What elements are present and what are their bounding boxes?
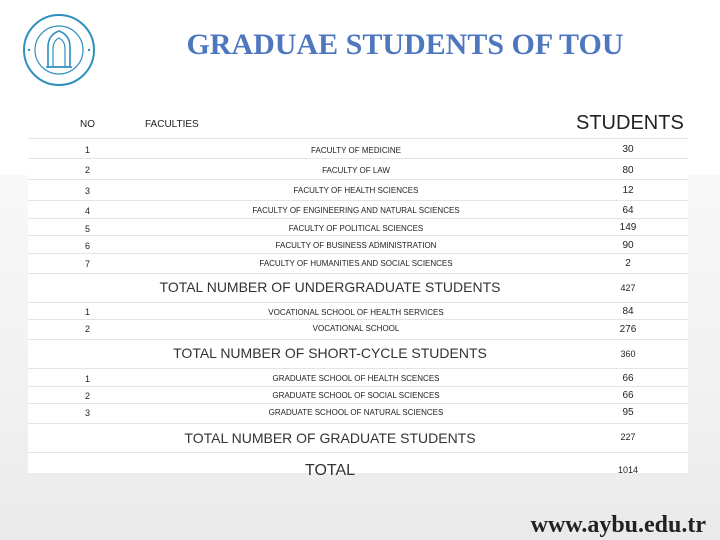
row-no: 5: [85, 224, 91, 234]
row-faculty-name: FACULTY OF ENGINEERING AND NATURAL SCIENCES: [252, 206, 460, 215]
row-no: 2: [85, 324, 91, 334]
row-no: 7: [85, 259, 91, 269]
row-students: 2: [625, 258, 631, 269]
row-faculty-name: FACULTY OF HEALTH SCIENCES: [293, 186, 419, 195]
row-no: 3: [85, 408, 91, 418]
row-students: 12: [622, 185, 634, 196]
row-faculty-name: FACULTY OF HUMANITIES AND SOCIAL SCIENCES: [259, 259, 453, 268]
graduate-total-value: 227: [620, 432, 636, 442]
undergraduate-total-label: TOTAL NUMBER OF UNDERGRADUATE STUDENTS: [159, 279, 501, 295]
row-no: 1: [85, 145, 91, 155]
row-students: 66: [622, 390, 634, 401]
row-students: 149: [619, 222, 637, 233]
row-school-name: VOCATIONAL SCHOOL OF HEALTH SERVICES: [268, 308, 444, 317]
row-no: 6: [85, 241, 91, 251]
row-no: 2: [85, 165, 91, 175]
row-students: 90: [622, 240, 634, 251]
row-no: 2: [85, 391, 91, 401]
short-cycle-total-label: TOTAL NUMBER OF SHORT-CYCLE STUDENTS: [173, 345, 487, 361]
grand-total-label: TOTAL: [304, 462, 356, 479]
header-no: NO: [80, 119, 95, 130]
undergraduate-total-value: 427: [620, 283, 636, 293]
row-faculty-name: FACULTY OF LAW: [322, 166, 390, 175]
row-students: 95: [622, 407, 634, 418]
graduate-total-label: TOTAL NUMBER OF GRADUATE STUDENTS: [184, 430, 476, 446]
row-school-name: GRADUATE SCHOOL OF HEALTH SCENCES: [272, 374, 440, 383]
row-students: 84: [622, 306, 634, 317]
grand-total-value: 1014: [617, 465, 639, 475]
row-students: 80: [622, 165, 634, 176]
page-title: GRADUAE STUDENTS OF TOU: [186, 28, 624, 61]
row-students: 30: [622, 144, 634, 155]
row-school-name: GRADUATE SCHOOL OF SOCIAL SCIENCES: [272, 391, 440, 400]
row-school-name: GRADUATE SCHOOL OF NATURAL SCIENCES: [268, 408, 444, 417]
row-faculty-name: FACULTY OF MEDICINE: [311, 146, 401, 155]
short-cycle-total-value: 360: [620, 349, 636, 359]
row-no: 3: [85, 186, 91, 196]
row-faculty-name: FACULTY OF POLITICAL SCIENCES: [288, 224, 424, 233]
university-seal-logo: [22, 13, 96, 87]
row-students: 66: [622, 373, 634, 384]
row-no: 1: [85, 374, 91, 384]
website-url: www.aybu.edu.tr: [530, 512, 706, 538]
row-faculty-name: FACULTY OF BUSINESS ADMINISTRATION: [275, 241, 437, 250]
row-school-name: VOCATIONAL SCHOOL: [312, 324, 400, 333]
row-students: 276: [619, 324, 637, 335]
header-students: STUDENTS: [576, 112, 684, 134]
row-no: 1: [85, 307, 91, 317]
row-students: 64: [622, 205, 634, 216]
row-no: 4: [85, 206, 91, 216]
header-faculties: FACULTIES: [145, 119, 199, 130]
